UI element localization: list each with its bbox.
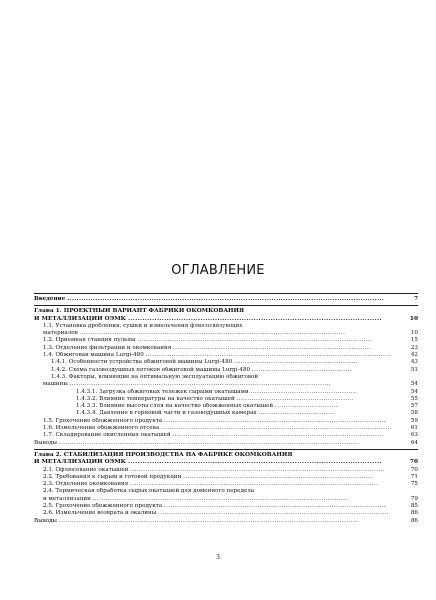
toc-entry-label: 1.4.3.3. Влияние высоты слоя на качество обожженных окатышей (76, 403, 274, 410)
toc-entry-page: 70 (410, 466, 418, 473)
toc-entry-label: Выводы (34, 439, 57, 446)
toc-entry-label: 1.4. Обжиговая машина Lurgi-480 (43, 352, 144, 359)
toc-entry-label: Выводы (34, 517, 57, 524)
chapter-title-cont: И МЕТАЛЛИЗАЦИИ ОЭМК (34, 315, 126, 322)
toc-entry-page: 79 (410, 495, 418, 502)
toc-entry-page: 85 (410, 503, 418, 510)
toc-entry[interactable]: 1.2. Приемная станция пульпы ............................................................................................................ 15 (43, 337, 418, 344)
toc-entry-label: 1.6. Измельчение обожженного отсева (43, 425, 160, 432)
toc-entry[interactable]: 1.7. Складирование окисленных окатышей ................................................................................................. 63 (43, 432, 418, 439)
toc-entry-page: 61 (410, 425, 418, 432)
page-title: ОГЛАВЛЕНИЕ (171, 263, 265, 278)
toc-entry-label: 1.4.3.2. Влияние температуры на качество окатышей (76, 395, 235, 402)
toc-entry[interactable]: 1.4.2. Схема газовоздушных потоков обжиговой машины Lurgi-480 .............................................. 51 (51, 366, 418, 373)
toc-entry-page: 42 (410, 352, 418, 359)
toc-entry-page: 55 (410, 395, 418, 402)
toc-entry-label: 2.5. Грохочение обожженного продукта (43, 503, 163, 510)
toc-entry-page: 43 (410, 359, 418, 366)
toc-entry-label: 1.5. Грохочение обожженного продукта (43, 417, 163, 424)
toc-entry-intro[interactable]: Введение ....................................................................................................................................... 7 (34, 296, 418, 302)
toc-entry-label: 2.3. Отделение окомкования (43, 481, 129, 488)
divider (34, 449, 418, 450)
toc-entry-label: 2.2. Требования к сырым и готовой продукции (43, 473, 182, 480)
toc-entry-page: 10 (409, 315, 418, 322)
toc-entry-page: 58 (410, 410, 418, 417)
toc-entry-label: 1.4.1. Особенности устройства обжиговой машины Lurgi-480 (51, 359, 233, 366)
toc-entry[interactable]: Выводы .......................................................................................................................................... 64 (34, 439, 418, 446)
toc-entry-page: 23 (410, 344, 418, 351)
toc-entry[interactable]: 1.1. Установка дробления, сушки и измельчения флюсосвязующих материалов .......................................................................................................................... 10 (43, 322, 418, 337)
toc-entry-page: 75 (410, 481, 418, 488)
toc-entry[interactable]: 1.4.3.4. Давление в горновой части и газоводушных камерах ................................... 58 (76, 410, 418, 417)
toc-entry[interactable]: 2.3. Отделение окомкования .................................................................................................................. 75 (43, 481, 418, 488)
toc-entry-page: 15 (410, 337, 418, 344)
toc-chapter-2[interactable]: Глава 2. СТАБИЛИЗАЦИЯ ПРОИЗВОДСТВА НА ФАБРИКЕ ОКОМКОВАНИЯ И МЕТАЛЛИЗАЦИИ ОЭМК ......................................................................................................... 70 (34, 451, 418, 466)
toc-entry[interactable]: 1.5. Грохочение обожженного продукта ...................................................................................................... 59 (43, 417, 418, 424)
toc-entry-page: 71 (410, 473, 418, 480)
toc-entry-label: 2.1. Офлюсование окатышей (43, 466, 129, 473)
toc-entry-page: 57 (410, 403, 418, 410)
toc-entry-label: Введение (34, 296, 66, 302)
page-number: 3 (216, 554, 220, 561)
chapter-title: Глава 1. ПРОЕКТНЫЙ ВАРИАНТ ФАБРИКИ ОКОМКОВАНИЯ (34, 308, 245, 315)
toc-entry-label: 1.4.3.4. Давление в горновой части и газоводушных камерах (76, 410, 257, 417)
toc-entry[interactable]: 2.5. Грохочение обожженного продукта ...................................................................................................... 85 (43, 503, 418, 510)
toc-entry-label: 1.2. Приемная станция пульпы (43, 337, 136, 344)
toc-entry-label: 2.4. Термическая обработка сырых окатышей для доменного передела (43, 488, 255, 495)
toc-entry-label: 1.7. Складирование окисленных окатышей (43, 432, 171, 439)
toc-entry-label-cont: и металлизации (43, 495, 91, 502)
toc-entry[interactable]: 2.1. Офлюсование окатышей ..................................................................................................................... 70 (43, 466, 418, 473)
toc-entry-page: 86 (410, 510, 418, 517)
toc-entry-label: 1.4.3.1. Загрузка обжиговых тележек сырыми окатышами (76, 388, 249, 395)
toc-entry-page: 70 (409, 459, 418, 466)
toc-entry[interactable]: 1.4.3. Факторы, влияющие на оптимальную эксплуатацию обжиговой машины ........................................................................................................................ 54 (43, 373, 418, 388)
toc-entry[interactable]: 1.4.3.3. Влияние высоты слоя на качество обожженных окатышей ............................. 57 (76, 403, 418, 410)
toc-entry-label: 1.4.2. Схема газовоздушных потоков обжиговой машины Lurgi-480 (51, 366, 251, 373)
toc-entry[interactable]: Выводы .......................................................................................................................................... 86 (34, 517, 418, 524)
toc-entry[interactable]: 1.4.3.2. Влияние температуры на качество окатышей ...................................................... 55 (76, 395, 418, 402)
toc-entry[interactable]: 1.6. Измельчение обожженного отсева .......................................................................................................... 61 (43, 425, 418, 432)
toc-entry-page: 7 (414, 296, 418, 302)
divider (34, 305, 418, 306)
toc-entry[interactable]: 2.4. Термическая обработка сырых окатышей для доменного передела и металлизации ..................................................................................................................... 79 (43, 488, 418, 502)
toc-entry[interactable]: 1.4. Обжиговая машина Lurgi-480 ................................................................................................................. 42 (43, 352, 418, 359)
toc-entry-page: 63 (410, 432, 418, 439)
toc-entry-page: 54 (410, 388, 418, 395)
toc-entry[interactable]: 2.6. Измельчение возврата и окалины .......................................................................................................... 86 (43, 510, 418, 517)
toc-entry-page: 54 (410, 381, 418, 388)
table-of-contents (34, 293, 418, 525)
toc-entry-page: 86 (410, 517, 418, 524)
toc-entry-label: 2.6. Измельчение возврата и окалины (43, 510, 157, 517)
toc-entry-label: 1.1. Установка дробления, сушки и измельчения флюсосвязующих (43, 322, 243, 329)
toc-entry-label-cont: машины (43, 381, 68, 388)
divider (34, 293, 418, 294)
chapter-title: Глава 2. СТАБИЛИЗАЦИЯ ПРОИЗВОДСТВА НА ФАБРИКЕ ОКОМКОВАНИЯ (34, 451, 293, 458)
toc-entry-label: 1.3. Отделение фильтрации и окомкования (43, 344, 172, 351)
toc-entry[interactable]: 1.4.1. Особенности устройства обжиговой машины Lurgi-480 ......................................................... 43 (51, 359, 418, 366)
toc-entry[interactable]: 1.3. Отделение фильтрации и окомкования ........................................................................................... 23 (43, 344, 418, 351)
toc-entry-page: 59 (410, 417, 418, 424)
chapter-title-cont: И МЕТАЛЛИЗАЦИИ ОЭМК (34, 459, 126, 466)
toc-entry[interactable]: 1.4.3.1. Загрузка обжиговых тележек сырыми окатышами ................................................. 54 (76, 388, 418, 395)
toc-entry-page: 51 (410, 366, 418, 373)
toc-entry[interactable]: 2.2. Требования к сырым и готовой продукции ....................................................................................... 71 (43, 473, 418, 480)
toc-entry-page: 64 (410, 439, 418, 446)
toc-entry-label: 1.4.3. Факторы, влияющие на оптимальную эксплуатацию обжиговой (51, 373, 259, 380)
toc-entry-label-cont: материалов (43, 330, 78, 337)
toc-chapter-1[interactable]: Глава 1. ПРОЕКТНЫЙ ВАРИАНТ ФАБРИКИ ОКОМКОВАНИЯ И МЕТАЛЛИЗАЦИИ ОЭМК ......................................................................................................... 10 (34, 308, 418, 322)
toc-entry-page: 10 (410, 330, 418, 337)
